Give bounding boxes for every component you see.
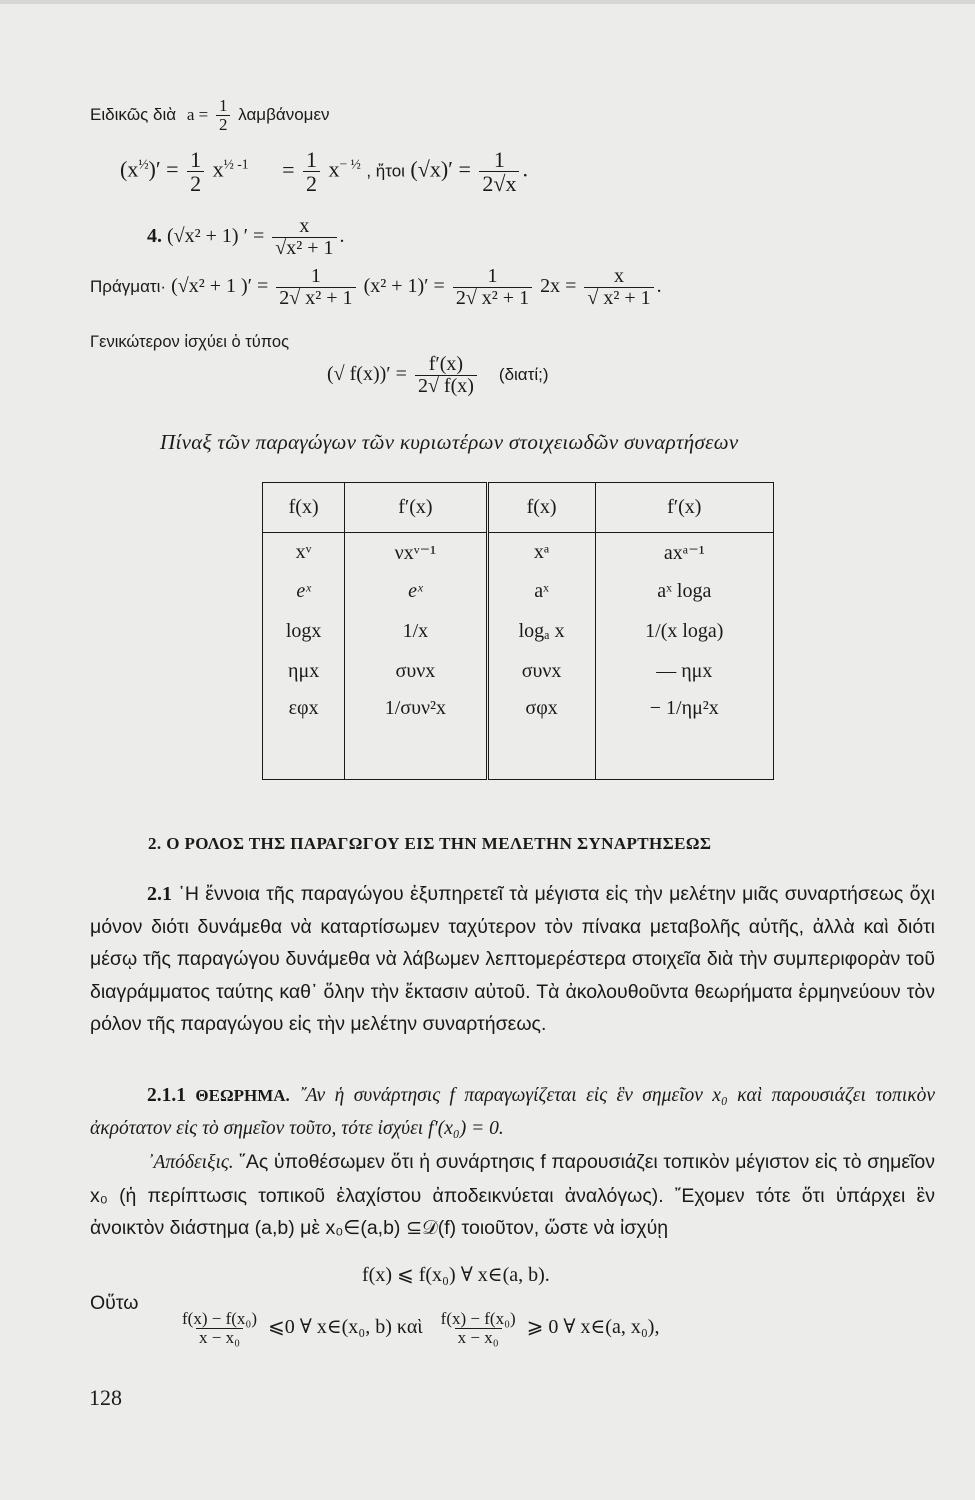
frac-half-1: $\frac{1}{2}$: [187, 148, 204, 195]
item-4-equation: 4. (√x² + 1) ′ = $\frac{x}{\text{√x² + 1}}$ .: [147, 215, 345, 259]
frac-half-2: $\frac{1}{2}$: [303, 148, 320, 195]
para-text: ῾Η ἔννοια τῆς παραγώγου ἐξυπηρετεῖ τὰ μέγιστα εἰς τὴν μελέτην μιᾶς συναρτήσεως ὄχι μόνον διότι δυνάμεθα νὰ καταρτίσωμεν ταχύτερον τὸν πίνακα μεταβολῆς αὐτῆς, ἀλλὰ καὶ διότι μέσῳ τῆς παραγώγου δυνάμεθα νὰ λάβωμεν λεπτομερέστερα στοιχεῖα διὰ τὴν συμπεριφορὰν τοῦ διαγράμματος ταύτης καθ᾽ ὅλην τὴν ἔκτασιν αὐτοῦ. Τὰ ἀκολουθοῦντα θεωρήματα ἑρμηνεύουν τὸν ρόλον τῆς παραγώγου εἰς τὴν μελέτην συναρτήσεως.: [90, 883, 935, 1035]
table-row: xᵛ νxᵛ⁻¹ xᵃ axᵃ⁻¹: [263, 532, 774, 572]
quotient-line: $\frac{\text{f(x) − f(x₀)}}{\text{x − x₀}}$ ⩽0 ∀ x∈(x₀, b) καὶ $\frac{\text{f(x) − f(x₀)}}{\text{x − x₀}}$ ⩾ 0 ∀ x∈(a, x₀),: [182, 1309, 660, 1347]
theorem-2-1-1: [90, 1080, 935, 1145]
header-dfx-2: f′(x): [595, 483, 773, 533]
inequality-line: f(x) ⩽ f(x₀) ∀ x∈(a, b).: [362, 1264, 550, 1286]
header-fx-1: f(x): [263, 483, 345, 533]
equation-power-half: $(x^{\frac{1}{2}})'$ = $\frac{1}{2}$ $x^{\frac{1}{2} -1}$ = $\frac{1}{2}$ $x^{- \frac{1}{2}}$ , ἤτοι (√x)′ = $\frac{1}{2√x}$ .: [120, 147, 528, 197]
table-row: ημx συνx συνx — ημx: [263, 651, 774, 691]
paragraph-2-1: [90, 878, 935, 1041]
theorem-label: ΘΕΩΡΗΜΑ.: [195, 1086, 290, 1105]
table-header-row: [263, 483, 774, 533]
theorem-number: 2.1.1: [147, 1085, 186, 1106]
pragmati-equation: Πράγματι· (√x² + 1 )′ = $\frac{1}{\text{2√ x² + 1}}$ (x² + 1)′ = $\frac{1}{\text{2√ x² + 1}}$ 2x = $\frac{x}{\text{√ x² + 1}}$ .: [90, 265, 662, 309]
special-frac: $\frac{1}{2}$: [216, 97, 231, 134]
general-formula: (√ f(x))′ = $\frac{f'(x)}{2√ f(x)}$ (διατί;): [327, 353, 549, 397]
theorem-text: ῎Αν ἡ συνάρτησις f παραγωγίζεται εἰς ἓν σημεῖον x₀ καὶ παρουσιάζει τοπικὸν ἀκρότατον εἰς τὸ σημεῖον τοῦτο, τότε ἰσχύει f′(x₀) = 0.: [90, 1085, 936, 1139]
proof-text: ῞Ας ὑποθέσωμεν ὅτι ἡ συνάρτησις f παρουσιάζει τοπικὸν μέγιστον εἰς τὸ σημεῖον x₀ (ἡ περίπτωσις τοπικοῦ ἐλαχίστου ἀποδεικνύεται ἀναλόγως). ῎Εχομεν τότε ὅτι ὑπάρχει ἓν ἀνοικτὸν διάστημα (a,b) μὲ x₀∈(a,b) ⊆𝒟(f) τοιοῦτον, ὥστε νὰ ἰσχύῃ: [90, 1151, 935, 1239]
table-row: εφx 1/συν²x σφx − 1/ημ²x: [263, 691, 774, 780]
table-row: eˣ eˣ aˣ aˣ loga: [263, 572, 774, 612]
page-number: 128: [89, 1385, 122, 1410]
special-a: a =: [186, 104, 209, 124]
proof-label: ᾽Απόδειξις.: [147, 1152, 234, 1173]
proof-paragraph: [90, 1146, 935, 1245]
special-case-line: [90, 97, 330, 134]
scan-edge: [0, 0, 975, 4]
pragmati-label: Πράγματι·: [90, 277, 167, 297]
section-heading: 2. Ο ΡΟΛΟΣ ΤΗΣ ΠΑΡΑΓΩΓΟΥ ΕΙΣ ΤΗΝ ΜΕΛΕΤΗΝ ΣΥΝΑΡΤΗΣΕΩΣ: [148, 834, 712, 853]
header-fx-2: f(x): [487, 483, 595, 533]
frac-one-over-2sqrtx: $\frac{1}{2√x}$: [479, 148, 519, 195]
derivatives-table: [262, 482, 774, 780]
item-4-number: 4.: [147, 225, 162, 248]
para-number: 2.1: [147, 883, 172, 905]
special-tail: λαμβάνομεν: [238, 104, 330, 124]
item-4-frac: $\frac{x}{\text{√x² + 1}}$: [272, 216, 336, 259]
header-dfx-1: f′(x): [345, 483, 487, 533]
table-row: logx 1/x logₐ x 1/(x loga): [263, 612, 774, 652]
special-label: Ειδικῶς διὰ: [90, 104, 177, 124]
table-title: Πίναξ τῶν παραγώγων τῶν κυριωτέρων στοιχειωδῶν συναρτήσεων: [160, 430, 739, 454]
outo-word: Οὕτω: [90, 1292, 139, 1314]
general-text: Γενικώτερον ἰσχύει ὁ τύπος: [90, 333, 290, 351]
